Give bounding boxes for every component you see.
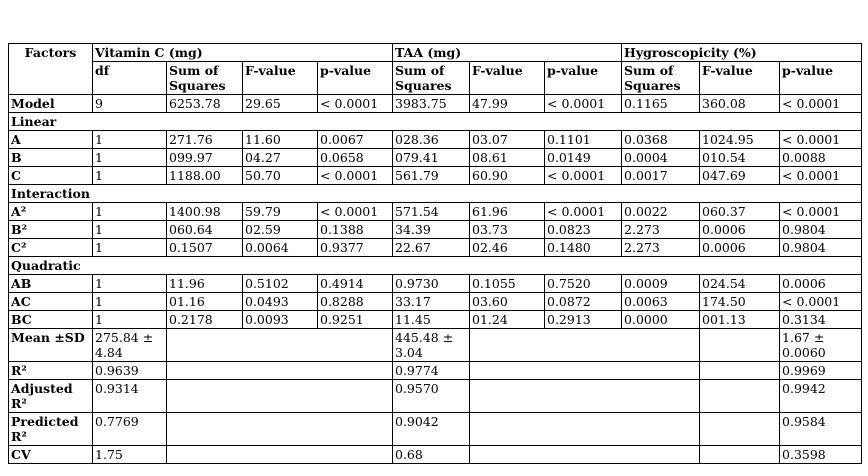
cell: 0.0149 [545, 149, 622, 167]
cell: 0.0017 [622, 167, 700, 185]
table-row-bc [9, 311, 862, 329]
row-label: Mean ±SD [9, 329, 93, 362]
row-label: Model [9, 95, 93, 113]
row-label: Adjusted R² [9, 380, 93, 413]
cell: 0.9377 [318, 239, 393, 257]
empty-cell [167, 329, 393, 362]
row-label: B [9, 149, 93, 167]
cell: 2.273 [622, 221, 700, 239]
table-row-cv [9, 446, 862, 464]
header-hygro-f: F-value [700, 62, 780, 95]
row-label: Predicted R² [9, 413, 93, 446]
cell: 0.9804 [780, 221, 862, 239]
header-df: df [93, 62, 167, 95]
cell: 9 [93, 95, 167, 113]
cell: 01.16 [167, 293, 243, 311]
cell: 024.54 [700, 275, 780, 293]
cell: 1024.95 [700, 131, 780, 149]
header-taa-ss: Sum of Squares [393, 62, 470, 95]
cell: 174.50 [700, 293, 780, 311]
cell: 0.0368 [622, 131, 700, 149]
cell: 0.0658 [318, 149, 393, 167]
cell: 010.54 [700, 149, 780, 167]
cell: 0.5102 [243, 275, 318, 293]
cell: 0.9804 [780, 239, 862, 257]
row-label: C [9, 167, 93, 185]
empty-cell [167, 362, 393, 380]
row-label: R² [9, 362, 93, 380]
table-row-a [9, 131, 862, 149]
cell: 47.99 [470, 95, 545, 113]
cell: 0.2178 [167, 311, 243, 329]
cell: 59.79 [243, 203, 318, 221]
cell: 03.60 [470, 293, 545, 311]
cell: 0.4914 [318, 275, 393, 293]
cell: 02.59 [243, 221, 318, 239]
row-label: BC [9, 311, 93, 329]
cell: < 0.0001 [545, 167, 622, 185]
cell: 0.0823 [545, 221, 622, 239]
empty-cell [700, 446, 780, 464]
cell: 0.1388 [318, 221, 393, 239]
section-label: Quadratic [9, 257, 862, 275]
empty-cell [167, 413, 393, 446]
table-row-predicted-r2 [9, 413, 862, 446]
cell: 0.0067 [318, 131, 393, 149]
cell: 0.0022 [622, 203, 700, 221]
table-row-b2 [9, 221, 862, 239]
row-label: CV [9, 446, 93, 464]
empty-cell [167, 446, 393, 464]
cell: 0.68 [393, 446, 470, 464]
cell: 1.67 ± 0.0060 [780, 329, 862, 362]
cell: < 0.0001 [545, 95, 622, 113]
empty-cell [167, 380, 393, 413]
cell: 561.79 [393, 167, 470, 185]
cell: 0.0006 [780, 275, 862, 293]
table-row-a2 [9, 203, 862, 221]
cell: 08.61 [470, 149, 545, 167]
cell: 60.90 [470, 167, 545, 185]
cell: 50.70 [243, 167, 318, 185]
header-vitc-p: p-value [318, 62, 393, 95]
cell: 0.9774 [393, 362, 470, 380]
cell: 0.7520 [545, 275, 622, 293]
table-row-b [9, 149, 862, 167]
cell: < 0.0001 [780, 95, 862, 113]
cell: 1 [93, 221, 167, 239]
cell: 0.3134 [780, 311, 862, 329]
cell: 271.76 [167, 131, 243, 149]
cell: 1400.98 [167, 203, 243, 221]
cell: 29.65 [243, 95, 318, 113]
cell: 11.60 [243, 131, 318, 149]
cell: 1 [93, 311, 167, 329]
section-label: Linear [9, 113, 862, 131]
header-vitamin-c: Vitamin C (mg) [93, 44, 393, 62]
cell: 0.0006 [700, 239, 780, 257]
cell: 0.3598 [780, 446, 862, 464]
cell: < 0.0001 [318, 203, 393, 221]
empty-cell [700, 380, 780, 413]
cell: 060.37 [700, 203, 780, 221]
cell: 060.64 [167, 221, 243, 239]
cell: 079.41 [393, 149, 470, 167]
cell: 0.9584 [780, 413, 862, 446]
cell: 0.9251 [318, 311, 393, 329]
row-label: A [9, 131, 93, 149]
cell: 1 [93, 239, 167, 257]
cell: 0.9730 [393, 275, 470, 293]
cell: 028.36 [393, 131, 470, 149]
cell: 1 [93, 167, 167, 185]
cell: 33.17 [393, 293, 470, 311]
cell: 1.75 [93, 446, 167, 464]
row-label: AC [9, 293, 93, 311]
section-label: Interaction [9, 185, 862, 203]
cell: 1 [93, 293, 167, 311]
cell: 0.0009 [622, 275, 700, 293]
cell: 099.97 [167, 149, 243, 167]
empty-cell [700, 413, 780, 446]
cell: 03.73 [470, 221, 545, 239]
row-label: A² [9, 203, 93, 221]
cell: 0.0006 [700, 221, 780, 239]
cell: 0.1480 [545, 239, 622, 257]
header-hygro-p: p-value [780, 62, 862, 95]
cell: 2.273 [622, 239, 700, 257]
cell: 0.2913 [545, 311, 622, 329]
empty-cell [470, 446, 700, 464]
cell: 3983.75 [393, 95, 470, 113]
cell: < 0.0001 [780, 167, 862, 185]
header-hygro-ss: Sum of Squares [622, 62, 700, 95]
cell: 1 [93, 131, 167, 149]
cell: 047.69 [700, 167, 780, 185]
cell: 0.1165 [622, 95, 700, 113]
cell: 1 [93, 149, 167, 167]
cell: 1188.00 [167, 167, 243, 185]
header-taa: TAA (mg) [393, 44, 622, 62]
cell: 11.45 [393, 311, 470, 329]
cell: 0.9969 [780, 362, 862, 380]
header-hygroscopicity: Hygroscopicity (%) [622, 44, 862, 62]
table-row-c2 [9, 239, 862, 257]
cell: 0.0000 [622, 311, 700, 329]
row-label: C² [9, 239, 93, 257]
table-row-mean-sd [9, 329, 862, 362]
cell: 61.96 [470, 203, 545, 221]
cell: 0.0493 [243, 293, 318, 311]
table-row-model [9, 95, 862, 113]
empty-cell [700, 362, 780, 380]
cell: 0.0063 [622, 293, 700, 311]
cell: < 0.0001 [780, 293, 862, 311]
cell: < 0.0001 [780, 131, 862, 149]
cell: 275.84 ± 4.84 [93, 329, 167, 362]
cell: 03.07 [470, 131, 545, 149]
cell: < 0.0001 [318, 167, 393, 185]
cell: < 0.0001 [318, 95, 393, 113]
empty-cell [470, 362, 700, 380]
cell: 1 [93, 203, 167, 221]
table-row-adjusted-r2 [9, 380, 862, 413]
cell: 0.1507 [167, 239, 243, 257]
cell: 11.96 [167, 275, 243, 293]
table-row-ac [9, 293, 862, 311]
cell: 0.0093 [243, 311, 318, 329]
cell: 0.0872 [545, 293, 622, 311]
section-row-quadratic [9, 257, 862, 275]
header-row-groups [9, 44, 862, 62]
cell: 0.9570 [393, 380, 470, 413]
table-row-c [9, 167, 862, 185]
cell: 1 [93, 275, 167, 293]
header-vitc-f: F-value [243, 62, 318, 95]
cell: 001.13 [700, 311, 780, 329]
empty-cell [470, 380, 700, 413]
row-label: B² [9, 221, 93, 239]
empty-cell [470, 329, 700, 362]
cell: 01.24 [470, 311, 545, 329]
table-row-ab [9, 275, 862, 293]
cell: 02.46 [470, 239, 545, 257]
section-row-linear [9, 113, 862, 131]
empty-cell [470, 413, 700, 446]
cell: 6253.78 [167, 95, 243, 113]
row-label: AB [9, 275, 93, 293]
cell: 0.9942 [780, 380, 862, 413]
header-vitc-ss: Sum of Squares [167, 62, 243, 95]
cell: 0.7769 [93, 413, 167, 446]
cell: 0.0088 [780, 149, 862, 167]
table-row-r2 [9, 362, 862, 380]
cell: 22.67 [393, 239, 470, 257]
cell: 0.0004 [622, 149, 700, 167]
cell: < 0.0001 [545, 203, 622, 221]
header-taa-p: p-value [545, 62, 622, 95]
empty-cell [700, 329, 780, 362]
cell: 445.48 ± 3.04 [393, 329, 470, 362]
cell: 360.08 [700, 95, 780, 113]
cell: 571.54 [393, 203, 470, 221]
cell: 34.39 [393, 221, 470, 239]
section-row-interaction [9, 185, 862, 203]
cell: 0.9314 [93, 380, 167, 413]
cell: 0.1055 [470, 275, 545, 293]
header-factors: Factors [9, 44, 93, 95]
cell: 04.27 [243, 149, 318, 167]
cell: 0.8288 [318, 293, 393, 311]
anova-table [8, 43, 862, 464]
header-row-metrics [9, 62, 862, 95]
header-taa-f: F-value [470, 62, 545, 95]
cell: 0.9639 [93, 362, 167, 380]
cell: < 0.0001 [780, 203, 862, 221]
cell: 0.0064 [243, 239, 318, 257]
cell: 0.1101 [545, 131, 622, 149]
cell: 0.9042 [393, 413, 470, 446]
